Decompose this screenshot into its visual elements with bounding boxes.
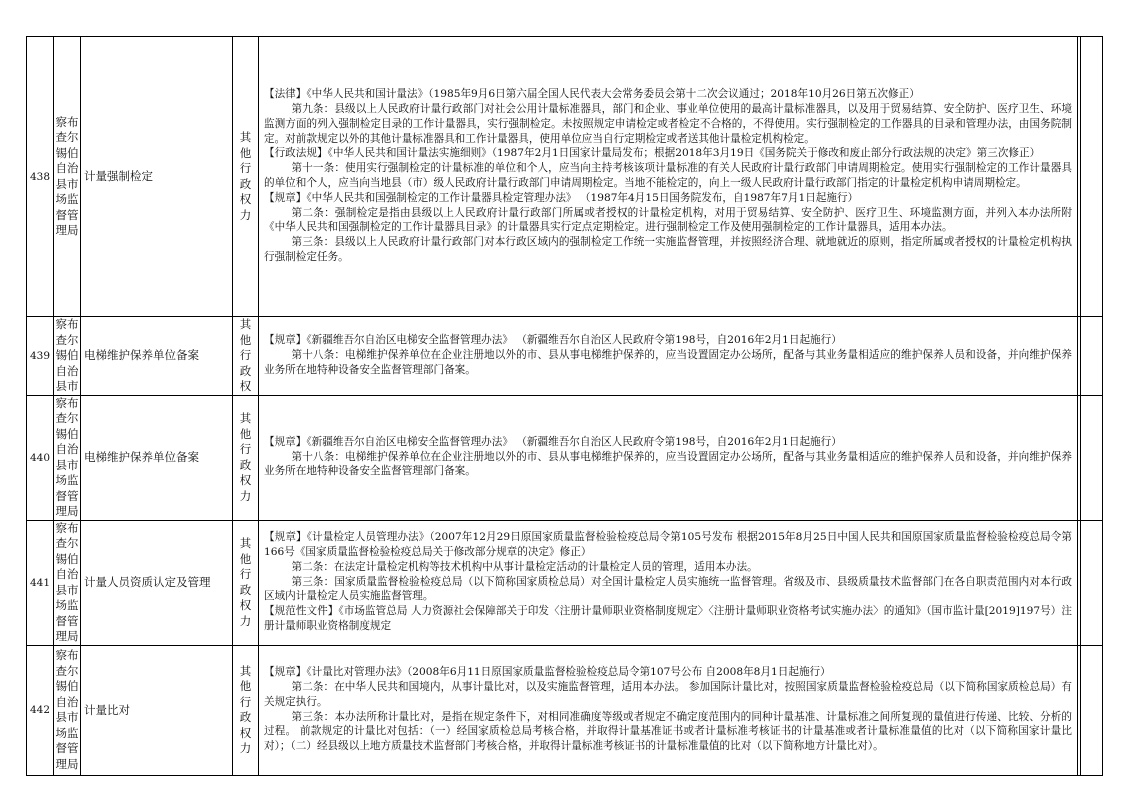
item-name-cell: 计量人员资质认定及管理 bbox=[81, 520, 233, 645]
basis-paragraph: 第三条：国家质量监督检验检疫总局（以下简称国家质检总局）对全国计量检定人员实施统一监督管理。省级及市、县级质量技术监督部门在各自职责范围内对本行政区域内计量检定人员实施监督管理。 bbox=[264, 575, 1072, 603]
item-name-cell: 计量强制检定 bbox=[81, 37, 233, 317]
row-number: 439 bbox=[27, 317, 54, 396]
table-row bbox=[27, 520, 1103, 645]
basis-paragraph: 第十一条：使用实行强制检定的计量标准的单位和个人，应当向主持考核该项计量标准的有关人民政府计量行政部门申请周期检定。使用实行强制检定的工作计量器具的单位和个人，应当向当地县（市）级人民政府计量行政部门申请周期检定。当地不能检定的，向上一级人民政府计量行政部门指定的计量检定机构申请周期检定。 bbox=[264, 162, 1072, 189]
basis-paragraph: 【规范性文件】《市场监管总局 人力资源社会保障部关于印发〈注册计量师职业资格制度规定〉〈注册计量师职业资格考试实施办法〉的通知》（国市监计量[2019]197号）注册计量师职业资格制度规定 bbox=[264, 605, 1072, 632]
department-cell bbox=[54, 37, 81, 317]
department-text: 察布查尔锡伯自治县市 bbox=[55, 317, 79, 393]
department-text: 察布查尔锡伯自治县市场监督管理局 bbox=[55, 395, 79, 518]
power-type-cell bbox=[233, 317, 259, 396]
basis-paragraph: 【规章】《新疆维吾尔自治区电梯安全监督管理办法》 （新疆维吾尔自治区人民政府令第198号，自2016年2月1日起施行） bbox=[264, 334, 842, 347]
legal-basis-cell bbox=[259, 520, 1078, 645]
table-row bbox=[27, 395, 1103, 520]
basis-paragraph: 第二条：在中华人民共和国境内，从事计量比对，以及实施监督管理，适用本办法。 参加国际计量比对，按照国家质量监督检验检疫总局（以下简称国家质检总局）有关规定执行。 bbox=[264, 680, 1072, 708]
item-name-cell: 电梯维护保养单位备案 bbox=[81, 395, 233, 520]
department-cell bbox=[54, 395, 81, 520]
empty-cell bbox=[1081, 37, 1103, 317]
department-cell bbox=[54, 317, 81, 396]
basis-paragraph: 第三条：县级以上人民政府计量行政部门对本行政区域内的强制检定工作统一实施监督管理，并按照经济合理、就地就近的原则，指定所属或者授权的计量检定机构执行强制检定任务。 bbox=[264, 236, 1072, 263]
basis-paragraph: 【规章】《新疆维吾尔自治区电梯安全监督管理办法》 （新疆维吾尔自治区人民政府令第198号，自2016年2月1日起施行） bbox=[264, 435, 842, 448]
legal-basis-cell bbox=[259, 395, 1078, 520]
basis-paragraph: 第九条：县级以上人民政府计量行政部门对社会公用计量标准器具，部门和企业、事业单位使用的最高计量标准器具，以及用于贸易结算、安全防护、医疗卫生、环境监测方面的列入强制检定目录的工作计量器具，实行强制检定。未按照规定申请检定或者检定不合格的，不得使用。实行强制检定的工作器具的目录和管理办法，由国务院制定。对前款规定以外的其他计量标准器具和工作计量器具，使用单位应当自行定期检定或者送其他计量检定机构检定。 bbox=[264, 103, 1072, 145]
basis-paragraph: 第二条：在法定计量检定机构等技术机构中从事计量检定活动的计量检定人员的管理，适用本办法。 bbox=[291, 560, 758, 573]
power-type-text: 其他行政权力 bbox=[239, 411, 252, 503]
basis-paragraph: 【规章】《中华人民共和国强制检定的工作计量器具检定管理办法》 （1987年4月15日国务院发布，自1987年7月1日起施行） bbox=[264, 191, 859, 204]
legal-basis-cell bbox=[259, 645, 1078, 775]
basis-paragraph: 【规章】《计量比对管理办法》（2008年6月11日原国家质量监督检验检疫总局令第107号公布 自2008年8月1日起施行） bbox=[264, 666, 831, 679]
power-type-text: 其他行政权力 bbox=[239, 130, 252, 222]
row-number: 440 bbox=[27, 395, 54, 520]
item-name-cell: 计量比对 bbox=[81, 645, 233, 775]
basis-paragraph: 第二条：强制检定是指由县级以上人民政府计量行政部门所属或者授权的计量检定机构，对用于贸易结算、安全防护、医疗卫生、环境监测方面，并列入本办法所附《中华人民共和国强制检定的工作计量器具目录》的计量器具实行定点定期检定。进行强制检定工作及使用强制检定的工作计量器具，适用本办法。 bbox=[264, 206, 1072, 234]
power-type-cell bbox=[233, 645, 259, 775]
basis-paragraph: 第十八条：电梯维护保养单位在企业注册地以外的市、县从事电梯维护保养的，应当设置固定办公场所，配备与其业务量相适应的维护保养人员和设备，并向维护保养业务所在地特种设备安全监督管理部门备案。 bbox=[264, 450, 1072, 478]
department-text: 察布查尔锡伯自治县市场监督管理局 bbox=[55, 648, 79, 771]
empty-cell bbox=[1081, 520, 1103, 645]
row-number: 441 bbox=[27, 520, 54, 645]
power-type-cell bbox=[233, 395, 259, 520]
empty-cell bbox=[1081, 645, 1103, 775]
empty-cell bbox=[1081, 317, 1103, 396]
basis-paragraph: 第十八条：电梯维护保养单位在企业注册地以外的市、县从事电梯维护保养的，应当设置固定办公场所，配备与其业务量相适应的维护保养人员和设备，并向维护保养业务所在地特种设备安全监督管理部门备案。 bbox=[264, 348, 1072, 376]
power-type-cell bbox=[233, 37, 259, 317]
department-cell bbox=[54, 520, 81, 645]
table-row bbox=[27, 645, 1103, 775]
basis-paragraph: 第三条：本办法所称计量比对，是指在规定条件下，对相同准确度等级或者规定不确定度范围内的同种计量基准、计量标准之间所复现的量值进行传递、比较、分析的过程。 前款规定的计量比对包括：（一）经国家质检总局考核合格，并取得计量基准证书或者计量标准考核证书的计量基准或者计量标准量值的比对（以下简称国家计量比对）；（二）经县级以上地方质量技术监督部门考核合格，并取得计量标准考核证书的计量标准量值的比对（以下简称地方计量比对）。 bbox=[264, 710, 1072, 753]
basis-paragraph: 【规章】《计量检定人员管理办法》（2007年12月29日原国家质量监督检验检疫总局令第105号发布 根据2015年8月25日中国人民共和国原国家质量监督检验检疫总局令第166号《国家质量监督检验检疫总局关于修改部分规章的决定》修正） bbox=[264, 531, 1072, 558]
item-name-cell: 电梯维护保养单位备案 bbox=[81, 317, 233, 396]
administrative-power-table bbox=[26, 36, 1103, 776]
legal-basis-cell bbox=[259, 317, 1078, 396]
power-type-text: 其他行政权力 bbox=[239, 536, 252, 628]
row-number: 442 bbox=[27, 645, 54, 775]
table-row bbox=[27, 317, 1103, 396]
row-number: 438 bbox=[27, 37, 54, 317]
department-cell bbox=[54, 645, 81, 775]
basis-paragraph: 【行政法规】《中华人民共和国计量法实施细则》（1987年2月1日国家计量局发布；根据2018年3月19日《国务院关于修改和废止部分行政法规的决定》第三次修正） bbox=[264, 147, 1041, 160]
department-text: 察布查尔锡伯自治县市场监督管理局 bbox=[55, 114, 79, 237]
power-type-cell bbox=[233, 520, 259, 645]
department-text: 察布查尔锡伯自治县市场监督管理局 bbox=[55, 520, 79, 643]
power-type-text: 其他行政权 bbox=[239, 317, 252, 393]
power-type-text: 其他行政权力 bbox=[239, 663, 252, 755]
empty-cell bbox=[1081, 395, 1103, 520]
legal-basis-cell bbox=[259, 37, 1078, 317]
basis-paragraph: 【法律】《中华人民共和国计量法》（1985年9月6日第六届全国人民代表大会常务委员会第十二次会议通过；2018年10月26日第五次修正） bbox=[264, 88, 920, 101]
table-row bbox=[27, 37, 1103, 317]
